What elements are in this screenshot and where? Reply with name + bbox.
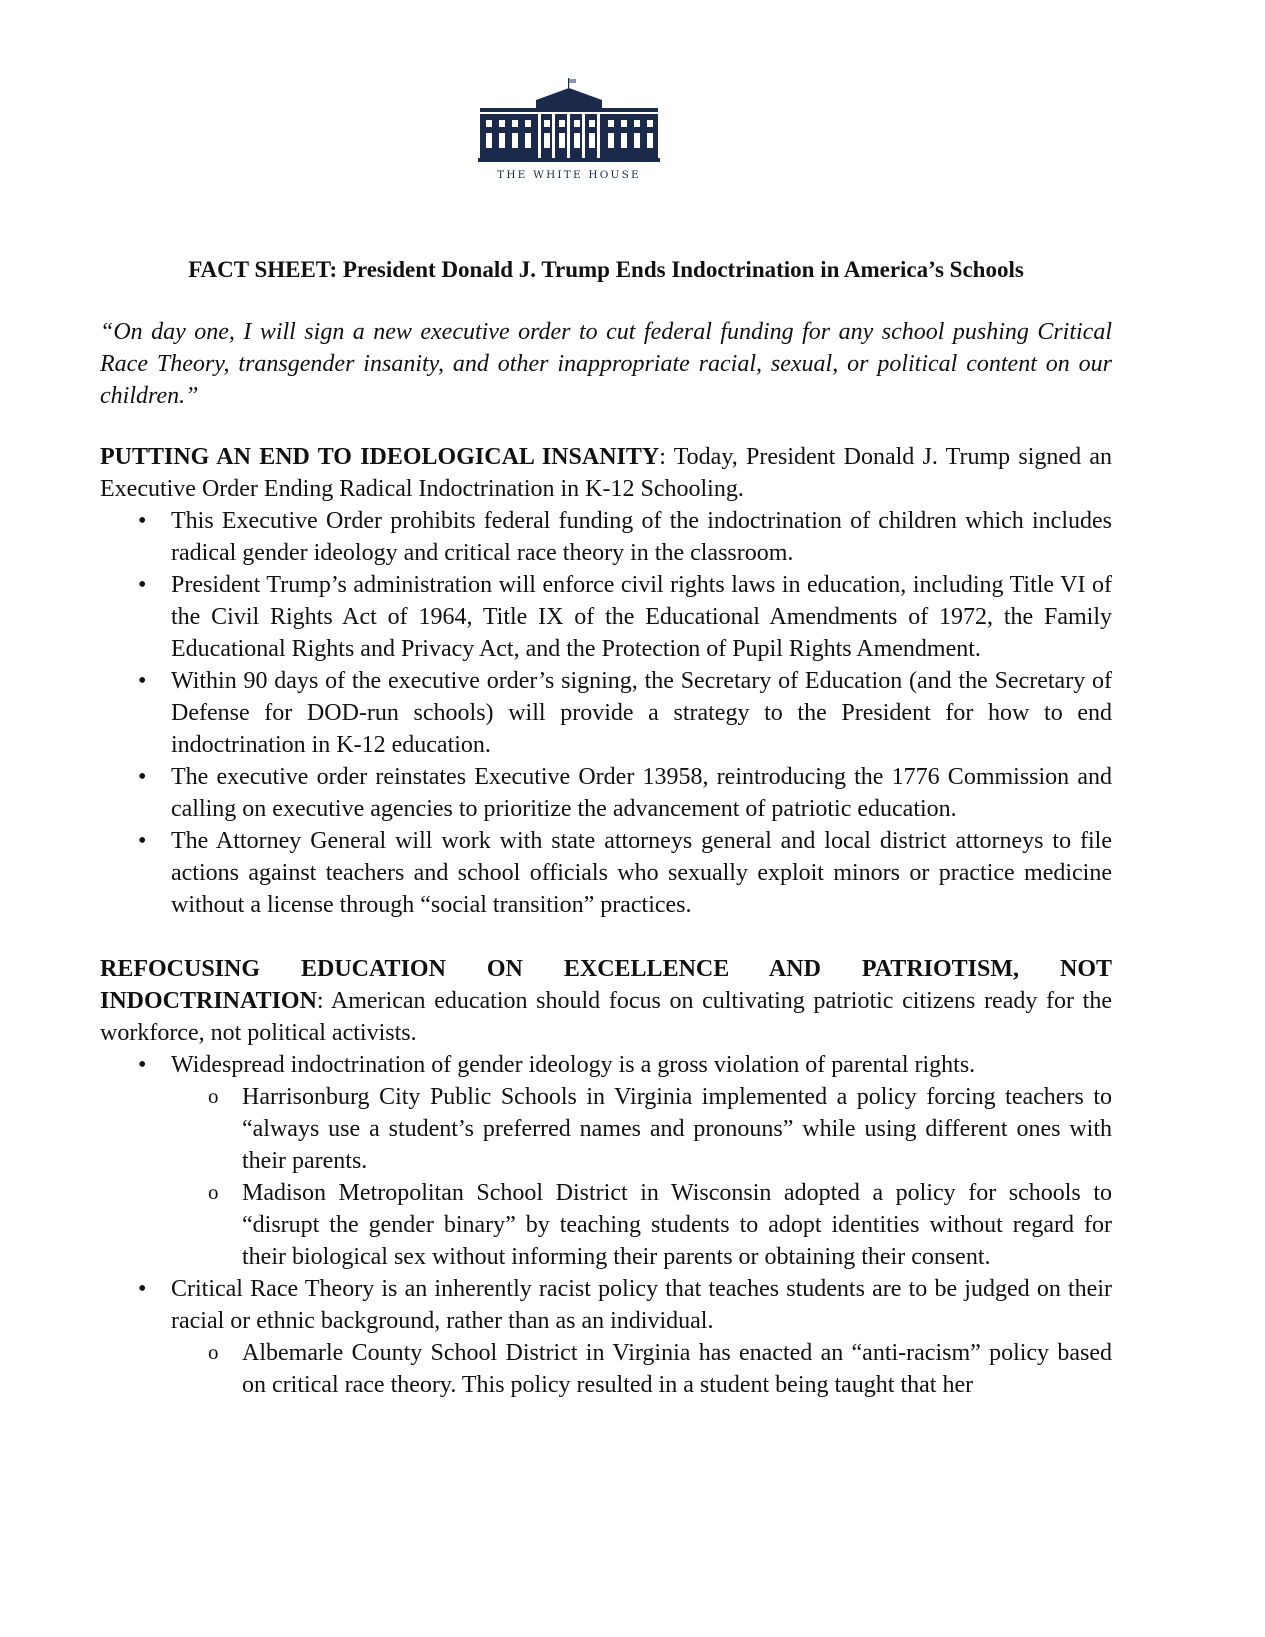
list-item: • This Executive Order prohibits federal funding of the indoctrination of children which includes radical gender ideology and critical race theory in the classroom. <box>138 508 1112 566</box>
list-item: • The executive order reinstates Executive Order 13958, reintroducing the 1776 Commission and calling on executive agencies to prioritize the advancement of patriotic education. <box>138 764 1112 822</box>
section-intro: REFOCUSING EDUCATION ON EXCELLENCE AND PATRIOTISM, NOT INDOCTRINATION: American education should focus on cultivating patriotic citizens ready for the workforce, not political activists. <box>100 956 1112 1046</box>
quote: “On day one, I will sign a new executive order to cut federal funding for any school pushing Critical Race Theory, transgender insanity, and other inappropriate racial, sexual, or political content on our children.” <box>100 319 1112 409</box>
bullet-list <box>100 1049 1112 1401</box>
sub-list-item: o Harrisonburg City Public Schools in Virginia implemented a policy forcing teachers to “always use a student’s preferred names and pronouns” while using different ones with their parents. <box>208 1084 1112 1174</box>
page-title: FACT SHEET: President Donald J. Trump Ends Indoctrination in America’s Schools <box>188 257 1024 282</box>
list-item: • President Trump’s administration will enforce civil rights laws in education, including Title VI of the Civil Rights Act of 1964, Title IX of the Educational Amendments of 1972, the Family Educational Rights and Privacy Act, and the Protection of Pupil Rights Amendment. <box>138 572 1112 662</box>
list-item: • Within 90 days of the executive order’s signing, the Secretary of Education (and the Secretary of Defense for DOD-run schools) will provide a strategy to the President for how to end indoctrination in K-12 education. <box>138 668 1112 758</box>
sub-list-item: o Albemarle County School District in Virginia has enacted an “anti-racism” policy based on critical race theory. This policy resulted in a student being taught that her <box>208 1340 1112 1398</box>
list-item: • Widespread indoctrination of gender ideology is a gross violation of parental rights. o Harrisonburg City Public Schools in Virginia implemented a policy forcing teachers to “always use a student’s preferred names and pronouns” while using different ones with their parents. o Madison Metropolitan School District in Wisconsin adopted a policy for schools to “disrupt the gender binary” by teaching students to adopt identities without regard for their biological sex without informing their parents or obtaining their consent. <box>100 1049 1112 1273</box>
list-item: • The Attorney General will work with state attorneys general and local district attorneys to file actions against teachers and school officials who sexually exploit minors or practice medicine without a license through “social transition” practices. <box>138 828 1112 918</box>
bullet-list <box>100 505 1112 921</box>
logo-text: THE WHITE HOUSE <box>497 169 641 181</box>
sub-list <box>171 1337 1112 1401</box>
section-refocusing-education <box>100 953 1112 1401</box>
document-body <box>100 254 1112 1401</box>
list-item: • Critical Race Theory is an inherently racist policy that teaches students are to be judged on their racial or ethnic background, rather than as an individual. o Albemarle County School District in Virginia has enacted an “anti-racism” policy based on critical race theory. This policy resulted in a student being taught that her <box>100 1273 1112 1401</box>
section-ending-insanity <box>100 441 1112 921</box>
sub-list <box>171 1081 1112 1273</box>
section-heading: REFOCUSING EDUCATION ON EXCELLENCE AND PATRIOTISM, NOT INDOCTRINATION <box>100 956 1112 1014</box>
section-intro: PUTTING AN END TO IDEOLOGICAL INSANITY: Today, President Donald J. Trump signed an Executive Order Ending Radical Indoctrination in K-12 Schooling. <box>100 444 1112 502</box>
sub-list-item: o Madison Metropolitan School District in Wisconsin adopted a policy for schools to “disrupt the gender binary” by teaching students to adopt identities without regard for their biological sex without informing their parents or obtaining their consent. <box>208 1180 1112 1270</box>
white-house-logo <box>478 78 660 166</box>
section-heading: PUTTING AN END TO IDEOLOGICAL INSANITY <box>100 444 660 470</box>
